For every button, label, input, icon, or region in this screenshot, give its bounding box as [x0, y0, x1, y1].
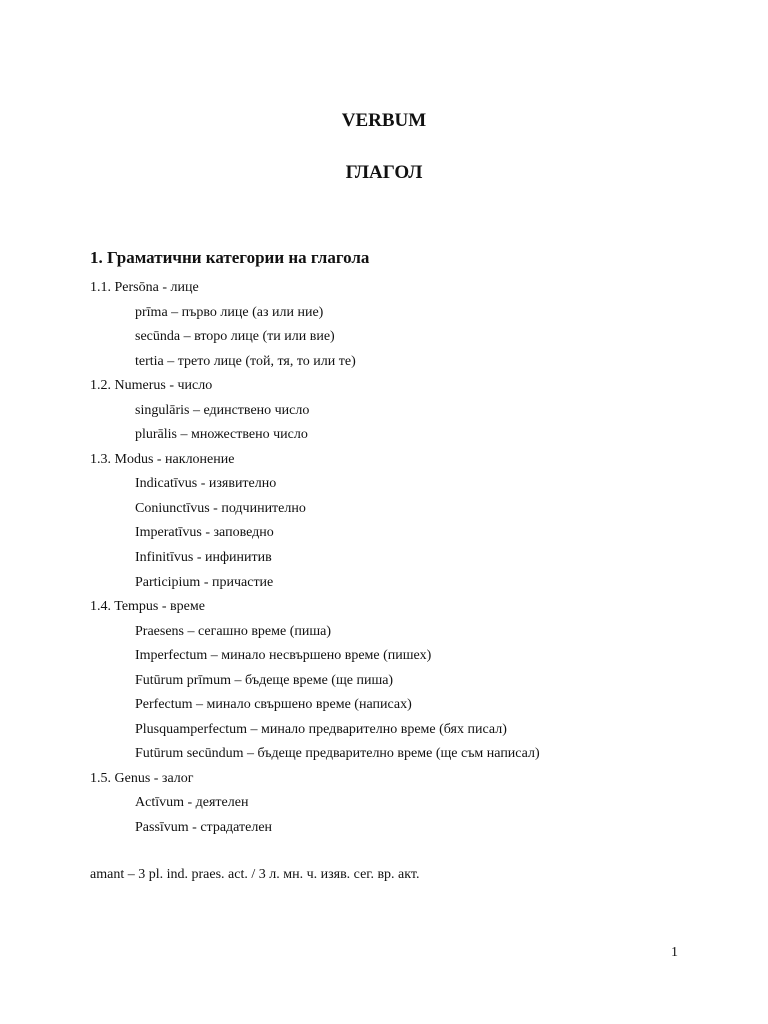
- category-item: secūnda – второ лице (ти или вие): [135, 329, 335, 345]
- category-item: singulāris – единствено число: [135, 402, 310, 418]
- category-item: Imperatīvus - заповедно: [135, 525, 274, 541]
- page-number: 1: [671, 945, 678, 960]
- category-item: Infinitīvus - инфинитив: [135, 550, 272, 566]
- category-item: Coniunctīvus - подчинително: [135, 500, 306, 516]
- category-item: Participium - причастие: [135, 574, 274, 590]
- section-heading: 1. Граматични категории на глагола: [90, 248, 370, 267]
- category-item: Imperfectum – минало несвършено време (пишех): [135, 648, 432, 664]
- category-persona: 1.1. Persōna - лице: [90, 280, 199, 295]
- category-item: Praesens – сегашно време (пиша): [135, 623, 332, 639]
- category-item: Futūrum secūndum – бъдеще предварително време (ще съм написал): [135, 746, 540, 762]
- category-item: Actīvum - деятелен: [135, 795, 249, 811]
- category-item: Passīvum - страдателен: [135, 820, 273, 836]
- category-item: plurālis – множествено число: [135, 427, 308, 443]
- title-bulgarian: ГЛАГОЛ: [345, 162, 423, 183]
- category-item: prīma – първо лице (аз или ние): [135, 304, 324, 320]
- category-item: Plusquamperfectum – минало предварително време (бях писал): [135, 721, 507, 737]
- title-latin: VERBUM: [341, 110, 427, 131]
- category-item: tertia – трето лице (той, тя, то или те): [135, 353, 356, 369]
- category-genus: 1.5. Genus - залог: [90, 770, 194, 786]
- category-item: Perfectum – минало свършено време (написах): [135, 697, 412, 713]
- category-modus: 1.3. Modus - наклонение: [90, 451, 235, 467]
- category-item: Futūrum prīmum – бъдеще време (ще пиша): [135, 672, 394, 688]
- category-item: Indicatīvus - изявително: [135, 476, 277, 492]
- example-line: amant – 3 pl. ind. praes. act. / 3 л. мн. ч. изяв. сег. вр. акт.: [90, 867, 420, 882]
- categories-list: [90, 276, 710, 841]
- category-numerus: 1.2. Numerus - число: [90, 378, 213, 394]
- category-tempus: 1.4. Tempus - време: [90, 599, 205, 615]
